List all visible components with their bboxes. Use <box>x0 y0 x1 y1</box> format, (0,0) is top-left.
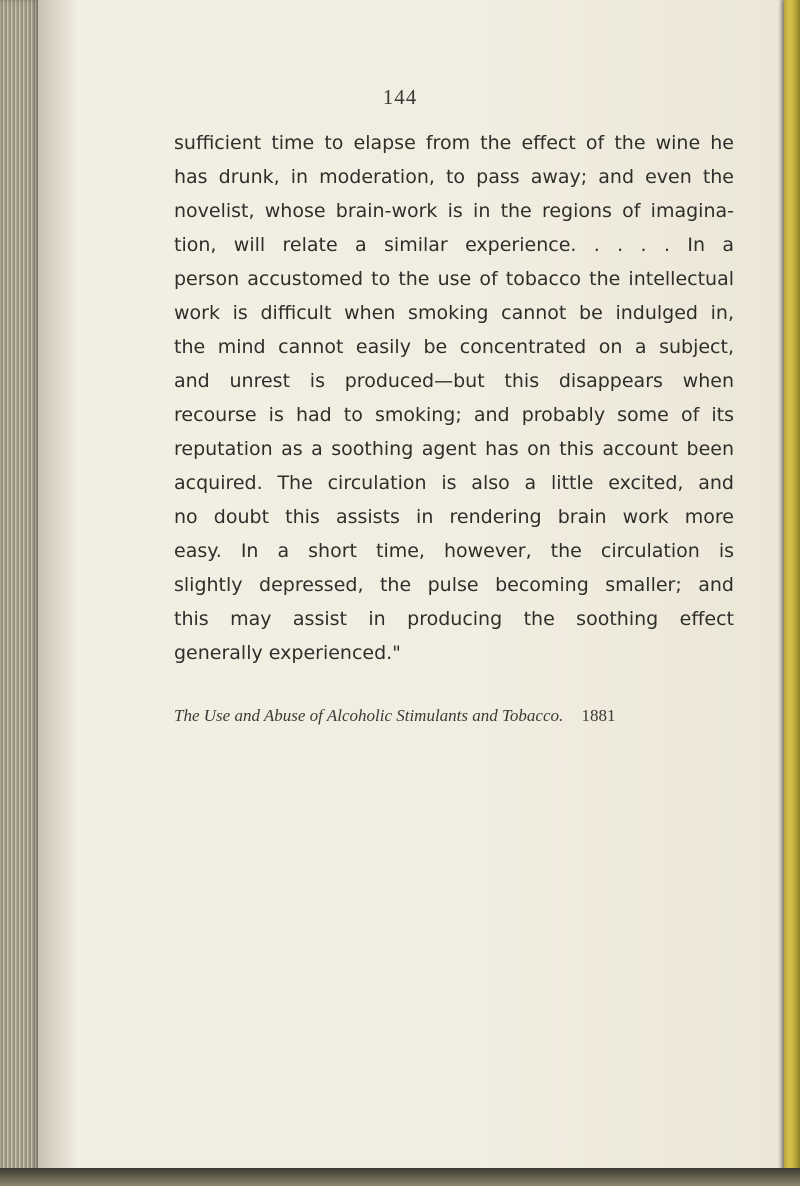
page-number: 144 <box>382 85 418 109</box>
text-line: acquired. The circulation is also a little excited, and <box>174 472 734 494</box>
gutter-shadow <box>38 0 78 1186</box>
text-line: and unrest is produced—but this disappears when <box>174 370 734 392</box>
text-line: work is difficult when smoking cannot be indulged in, <box>174 302 734 324</box>
text-line: easy. In a short time, however, the circulation is <box>174 540 734 562</box>
text-line: this may assist in producing the soothing effect <box>174 608 734 630</box>
gilded-fore-edge <box>784 0 800 1186</box>
text-line: slightly depressed, the pulse becoming smaller; and <box>174 574 734 596</box>
body-text <box>174 126 734 670</box>
citation <box>174 706 734 726</box>
citation-title: The Use and Abuse of Alcoholic Stimulants and Tobacco. <box>174 706 564 725</box>
text-line: reputation as a soothing agent has on this account been <box>174 438 734 460</box>
text-line: novelist, whose brain-work is in the regions of imagina- <box>174 200 734 222</box>
book-spine-edge <box>0 0 38 1186</box>
text-line: no doubt this assists in rendering brain work more <box>174 506 734 528</box>
text-line: the mind cannot easily be concentrated on a subject, <box>174 336 734 358</box>
citation-year: 1881 <box>581 706 616 725</box>
page-bottom-edge <box>0 1168 800 1186</box>
text-line: has drunk, in moderation, to pass away; and even the <box>174 166 734 188</box>
text-line: sufficient time to elapse from the effect of the wine he <box>174 132 734 154</box>
text-line: generally experienced." <box>174 642 401 664</box>
text-line: recourse is had to smoking; and probably some of its <box>174 404 734 426</box>
text-line: tion, will relate a similar experience. . . . . In a <box>174 234 734 256</box>
text-line: person accustomed to the use of tobacco the intellectual <box>174 268 734 290</box>
